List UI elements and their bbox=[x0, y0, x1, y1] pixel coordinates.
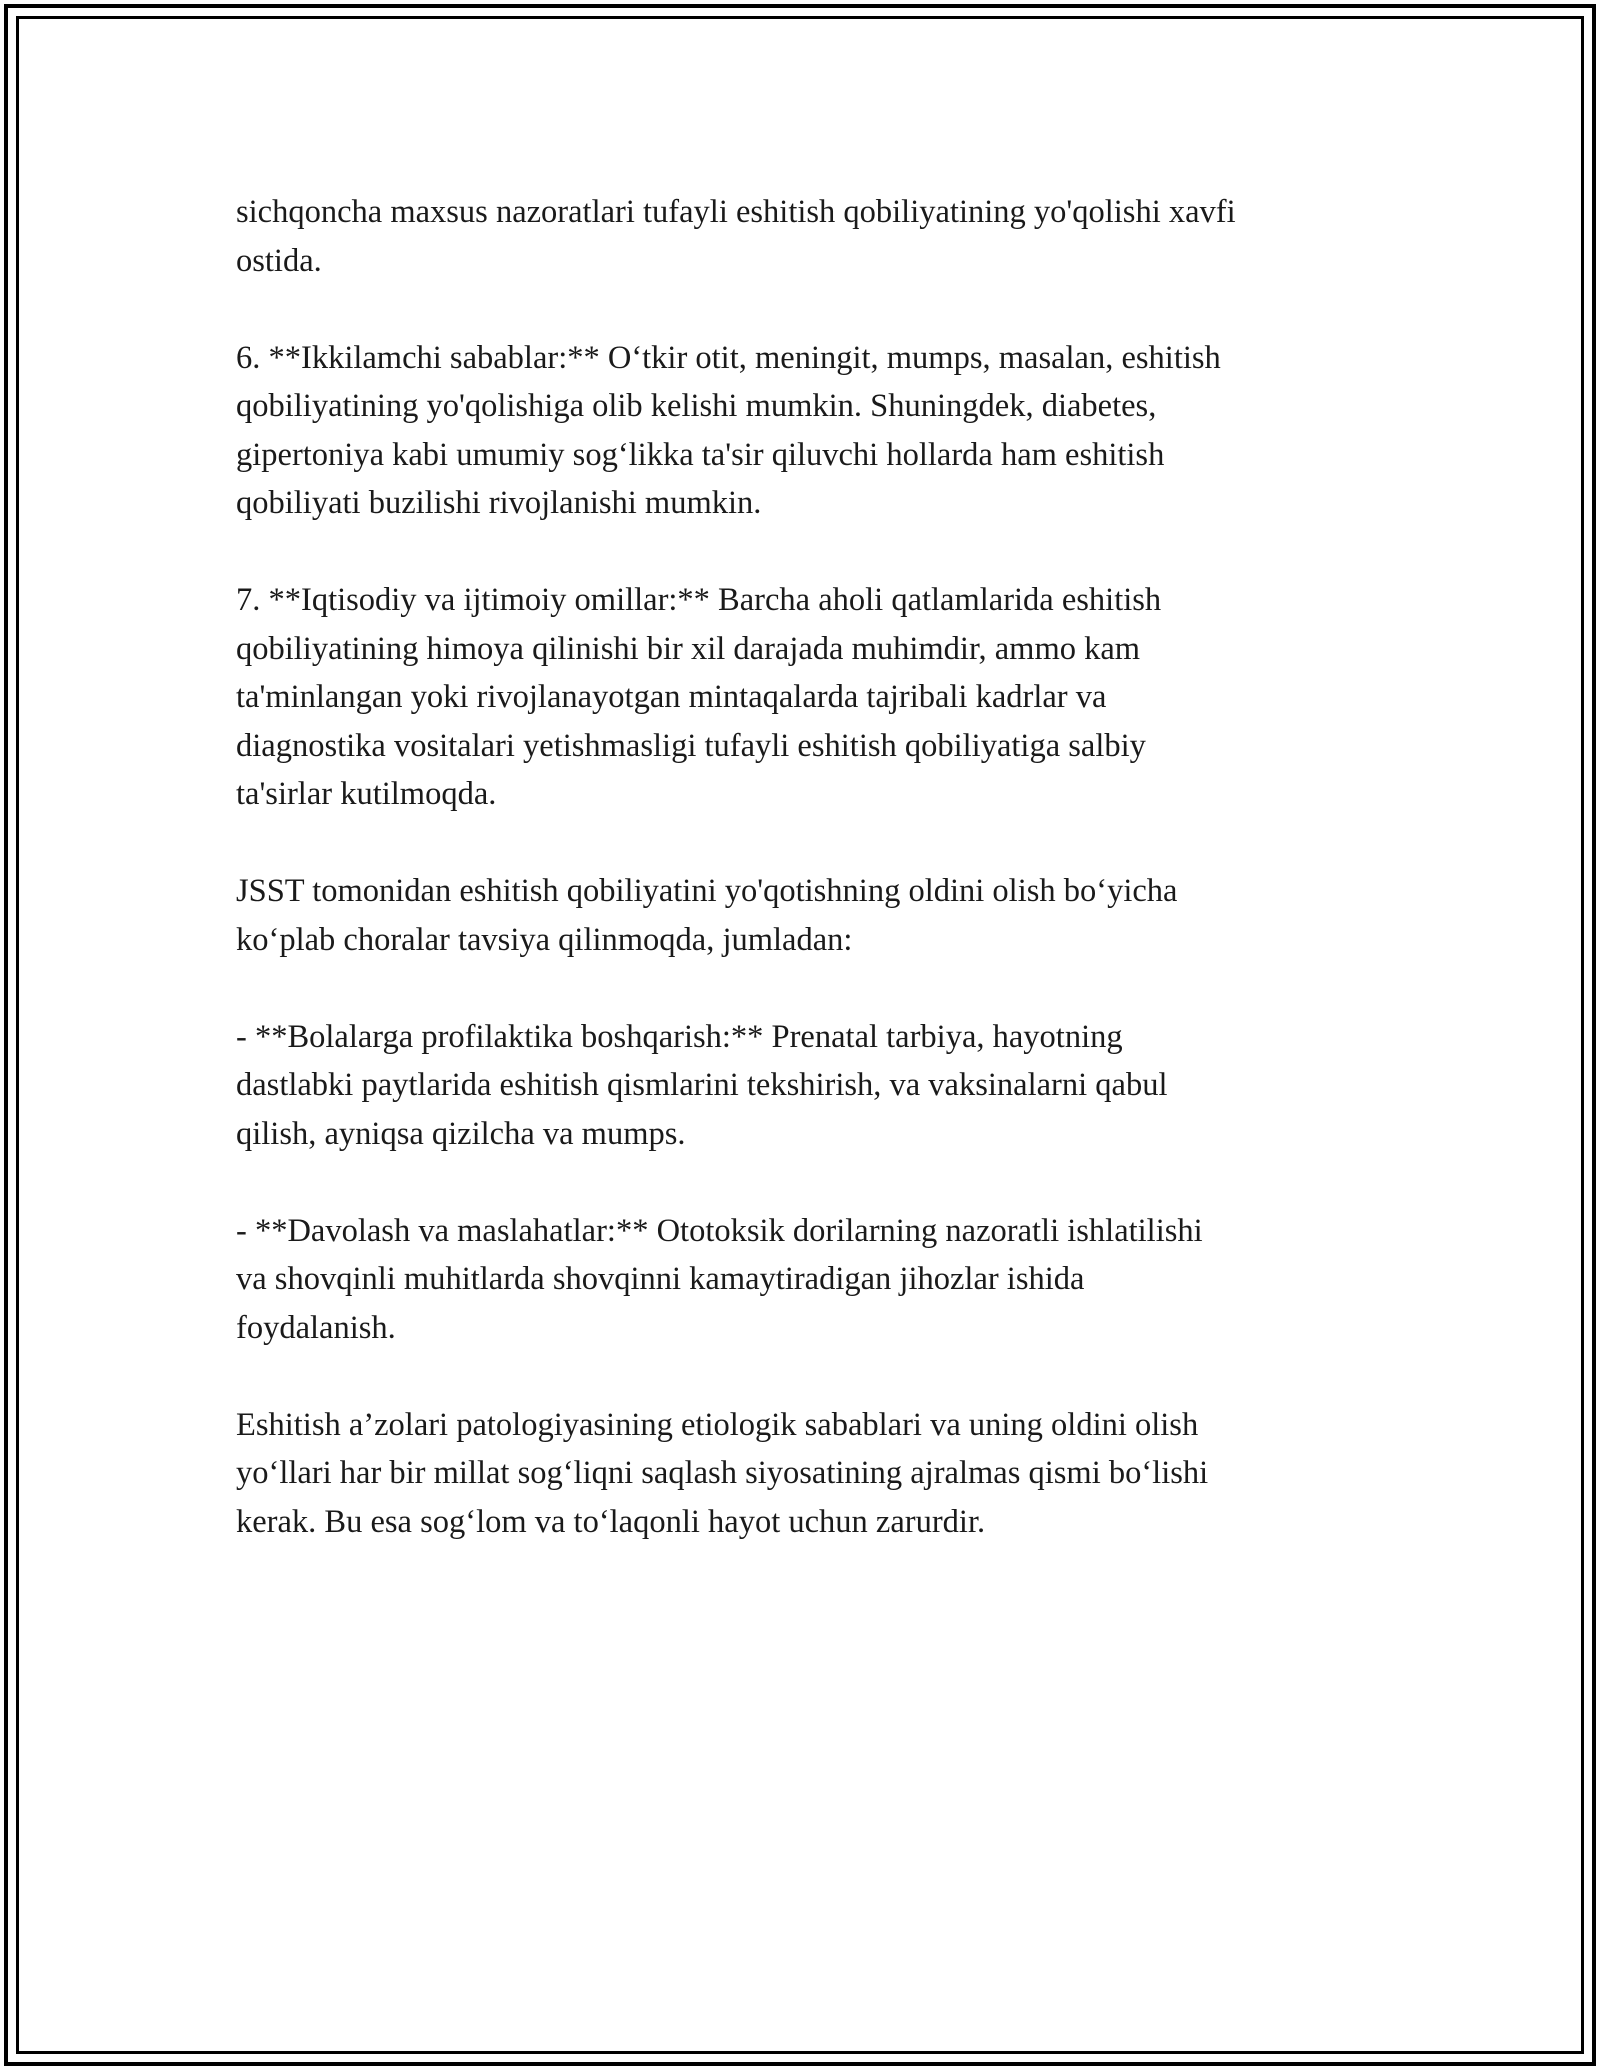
list-item-child-prevention bbox=[236, 1013, 1396, 1159]
text-line: JSST tomonidan eshitish qobiliyatini yo'qotishning oldini olish bo‘yicha bbox=[236, 873, 1178, 909]
paragraph-conclusion bbox=[236, 1401, 1396, 1547]
text-line: - **Davolash va maslahatlar:** Ototoksik dorilarning nazoratli ishlatilishi bbox=[236, 1212, 1203, 1249]
text-line: ko‘plab choralar tavsiya qilinmoqda, jumladan: bbox=[236, 921, 853, 958]
text-line: va shovqinli muhitlarda shovqinni kamaytiradigan jihozlar ishida bbox=[236, 1261, 1085, 1297]
text-line: 6. **Ikkilamchi sabablar:** O‘tkir otit, meningit, mumps, masalan, eshitish bbox=[236, 339, 1221, 376]
text-line: qobiliyatining himoya qilinishi bir xil darajada muhimdir, ammo kam bbox=[236, 630, 1141, 667]
text-line: ostida. bbox=[236, 242, 322, 279]
text-line: ta'sirlar kutilmoqda. bbox=[236, 776, 497, 812]
text-line: - **Bolalarga profilaktika boshqarish:** Prenatal tarbiya, hayotning bbox=[236, 1018, 1123, 1055]
text-line: sichqoncha maxsus nazoratlari tufayli eshitish qobiliyatining yo'qolishi xavfi bbox=[236, 194, 1236, 230]
text-line: ta'minlangan yoki rivojlanayotgan mintaqalarda tajribali kadrlar va bbox=[236, 679, 1107, 715]
text-line: dastlabki paytlarida eshitish qismlarini tekshirish, va vaksinalarni qabul bbox=[236, 1067, 1168, 1103]
text-line: Eshitish a’zolari patologiyasining etiologik sabablari va uning oldini olish bbox=[236, 1406, 1199, 1443]
text-line: diagnostika vositalari yetishmasligi tufayli eshitish qobiliyatiga salbiy bbox=[236, 727, 1146, 764]
text-line: gipertoniya kabi umumiy sog‘likka ta'sir qiluvchi hollarda ham eshitish bbox=[236, 436, 1165, 473]
paragraph-who-recommendations bbox=[236, 867, 1396, 964]
paragraph-continuation bbox=[236, 188, 1396, 285]
text-line: qobiliyatining yo'qolishiga olib kelishi mumkin. Shuningdek, diabetes, bbox=[236, 388, 1157, 424]
text-line: qilish, ayniqsa qizilcha va mumps. bbox=[236, 1115, 686, 1152]
paragraph-secondary-causes bbox=[236, 334, 1396, 528]
list-item-treatment-advice bbox=[236, 1207, 1396, 1353]
text-line: qobiliyati buzilishi rivojlanishi mumkin. bbox=[236, 485, 762, 521]
text-line: yo‘llari har bir millat sog‘liqni saqlash siyosatining ajralmas qismi bo‘lishi bbox=[236, 1455, 1209, 1491]
paragraph-economic-social-factors bbox=[236, 576, 1396, 819]
text-line: 7. **Iqtisodiy va ijtimoiy omillar:** Barcha aholi qatlamlarida eshitish bbox=[236, 582, 1162, 618]
document-body bbox=[236, 188, 1396, 1595]
text-line: kerak. Bu esa sog‘lom va to‘laqonli hayot uchun zarurdir. bbox=[236, 1503, 986, 1540]
text-line: foydalanish. bbox=[236, 1309, 396, 1346]
